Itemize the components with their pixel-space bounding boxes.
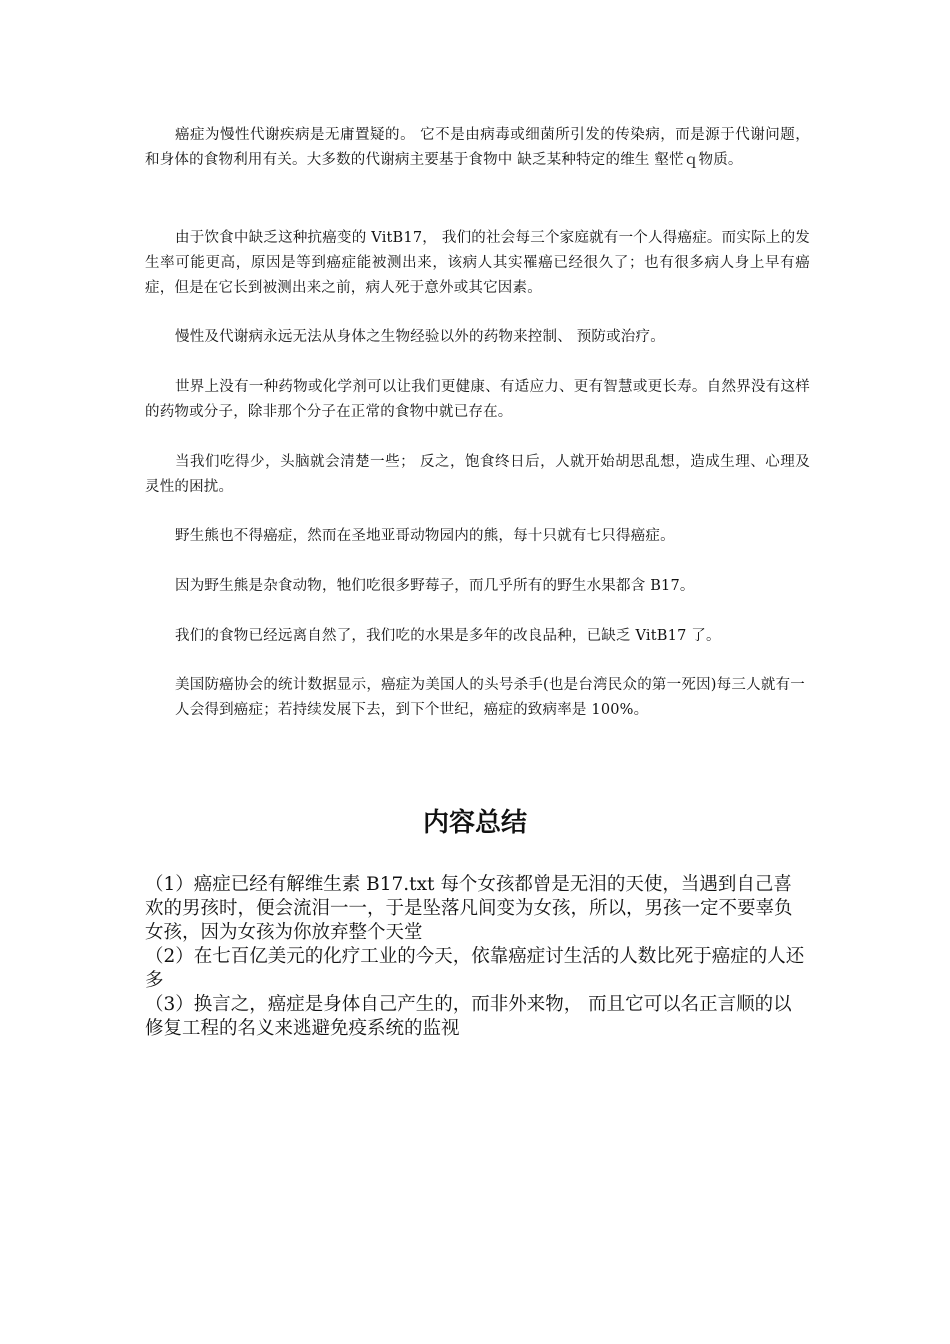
summary-item: （2）在七百亿美元的化疗工业的今天，依靠癌症讨生活的人数比死于癌症的人还多 — [145, 946, 805, 991]
paragraph-chronic-control: 慢性及代谢病永远无法从身体之生物经验以外的药物来控制、 预防或治疗。 — [175, 329, 665, 345]
paragraph-statistics: 美国防癌协会的统计数据显示，癌症为美国人的头号杀手(也是台湾民众的第一死因)每三人就有一人会得到癌症；若持续发展下去，到下个世纪，癌症的致病率是 100%。 — [175, 677, 805, 718]
paragraph-eat-less: 当我们吃得少，头脑就会清楚一些； 反之，饱食终日后，人就开始胡思乱想，造成生理、心理及灵性的困扰。 — [145, 454, 810, 495]
summary-title: 内容总结 — [422, 808, 527, 838]
summary-item: （3）换言之，癌症是身体自己产生的，而非外来物， 而且它可以名正言顺的以修复工程的名义来逃避免疫系统的监视 — [145, 994, 792, 1039]
paragraph-modern-food: 我们的食物已经远离自然了，我们吃的水果是多年的改良品种，已缺乏 VitB17 了。 — [175, 628, 721, 644]
paragraph-metabolic-disease: 癌症为慢性代谢疾病是无庸置疑的。 它不是由病毒或细菌所引发的传染病，而是源于代谢问题，和身体的食物利用有关。大多数的代谢病主要基于食物中 缺乏某种特定的维生 壑恾ｑ物质。 — [145, 127, 810, 168]
paragraph-vitb17-deficiency: 由于饮食中缺乏这种抗癌变的 VitB17， 我们的社会每三个家庭就有一个人得癌症。而实际上的发生率可能更高，原因是等到癌症能被测出来，该病人其实罹癌已经很久了；也有很多病人身上早有癌症，但是在它长到被测出来之前，病人死于意外或其它因素。 — [145, 230, 810, 296]
paragraph-no-drug: 世界上没有一种药物或化学剂可以让我们更健康、有适应力、更有智慧或更长寿。自然界没有这样的药物或分子，除非那个分子在正常的食物中就已存在。 — [145, 379, 810, 420]
summary-item: （1）癌症已经有解维生素 B17.txt 每个女孩都曾是无泪的天使，当遇到自己喜欢的男孩时，便会流泪一一，于是坠落凡间变为女孩，所以，男孩一定不要辜负女孩，因为女孩为你放弃整个天堂 — [145, 874, 793, 943]
paragraph-wild-fruit: 因为野生熊是杂食动物，牠们吃很多野莓子，而几乎所有的野生水果都含 B17。 — [175, 578, 695, 594]
paragraph-wild-bears: 野生熊也不得癌症，然而在圣地亚哥动物园内的熊，每十只就有七只得癌症。 — [175, 528, 675, 544]
summary-list — [145, 873, 810, 1041]
